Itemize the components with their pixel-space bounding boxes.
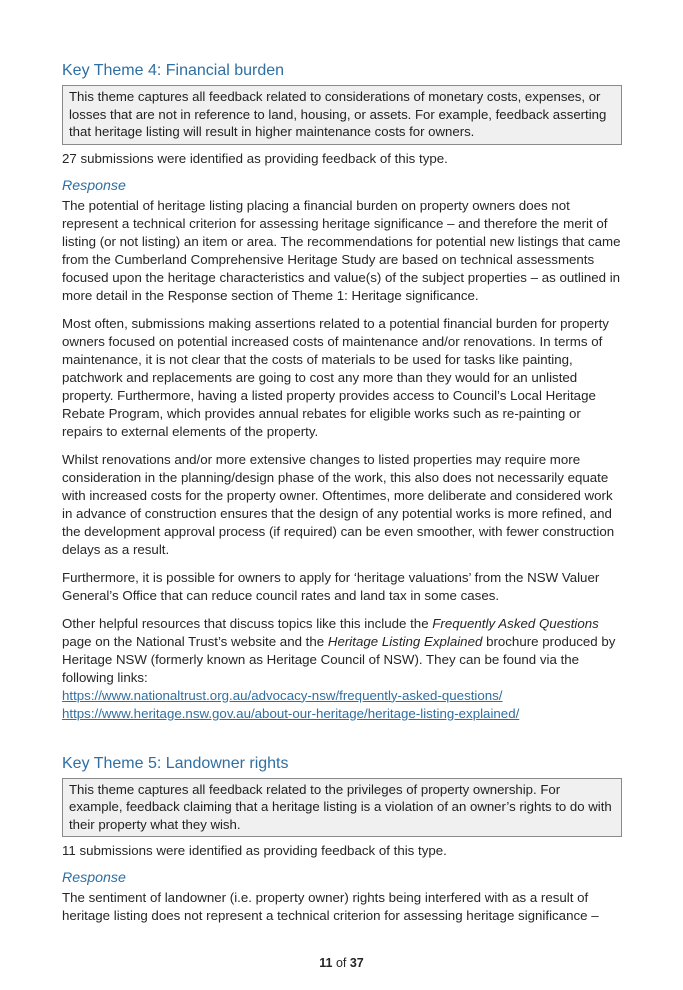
theme4-paragraph-2: Most often, submissions making assertions related to a potential financial burden for property owners focused on potential increased costs of maintenance and/or renovations. In terms of maintenance, it is not clear that the costs of materials to be used for tasks like painting, patchwork and replacements are going to cost any more than they would for an unlisted property. Furthermore, having a listed property provides access to Council’s Local Heritage Rebate Program, which provides annual rebates for eligible works such as re-painting or repairs to external elements of the property.: [62, 315, 609, 439]
theme4-definition-box: This theme captures all feedback related to considerations of monetary costs, expenses, or losses that are not in reference to land, housing, or assets. For example, feedback asserting that heritage listing will result in higher maintenance costs for owners.: [62, 85, 622, 145]
theme4-p5-text-a: Other helpful resources that discuss topics like this include the: [62, 615, 433, 631]
theme4-response-label: Response: [62, 177, 126, 194]
brochure-title: Heritage Listing Explained: [327, 633, 483, 649]
theme4-p5-text-c: brochure produced by Heritage NSW (formerly known as Heritage Council of NSW). They can be found via the following links:: [62, 633, 616, 685]
theme5-response-label: Response: [62, 870, 126, 886]
theme5-heading: Key Theme 5: Landowner rights: [62, 754, 289, 772]
theme4-paragraph-5: [62, 615, 622, 687]
theme4-paragraph-1: The potential of heritage listing placing a financial burden on property owners does not represent a technical criterion for assessing heritage significance – and therefore the merit of listing (or not listing) an item or area. The recommendations for potential new listings that came from the Cumberland Comprehensive Heritage Study are based on technical assessments focused upon the heritage characteristics and value(s) of the subject properties – as outlined in more detail in the Response section of Theme 1: Heritage significance.: [62, 197, 621, 303]
theme5-definition-box: This theme captures all feedback related to the privileges of property ownership. For example, feedback claiming that a heritage listing is a violation of an owner’s rights to do with their property what they wish.: [62, 778, 622, 838]
heritage-nsw-link[interactable]: https://www.heritage.nsw.gov.au/about-our-heritage/heritage-listing-explained/: [62, 705, 520, 721]
theme4-p5-text-b: page on the National Trust’s website and the: [62, 633, 328, 649]
total-page-count: 37: [349, 956, 364, 970]
theme4-paragraph-4: Furthermore, it is possible for owners to apply for ‘heritage valuations’ from the NSW Valuer General’s Office that can reduce council rates and land tax in some cases.: [62, 569, 600, 603]
theme5-paragraph-1: The sentiment of landowner (i.e. property owner) rights being interfered with as a result of heritage listing does not represent a technical criterion for assessing heritage significance –: [62, 890, 599, 923]
current-page-number: 11: [319, 956, 333, 970]
page-number-footer: [0, 956, 683, 970]
faq-title: Frequently Asked Questions: [432, 615, 599, 631]
page-content: [62, 60, 622, 925]
theme4-paragraph-3: Whilst renovations and/or more extensive changes to listed properties may require more consideration in the planning/design phase of the work, this also does not necessarily equate with increased costs for the property owner. Oftentimes, more deliberate and considered work in advance of construction ensures that the design of any potential works is more refined, and the development approval process (if required) can be even smoother, with fewer construction delays as a result.: [62, 451, 615, 557]
theme5-section: [62, 753, 622, 926]
theme4-heading: Key Theme 4: Financial burden: [62, 62, 285, 79]
national-trust-link[interactable]: https://www.nationaltrust.org.au/advocacy-nsw/frequently-asked-questions/: [62, 687, 503, 703]
page-of-label: of: [335, 956, 347, 970]
theme5-submission-count: 11 submissions were identified as providing feedback of this type.: [62, 843, 447, 858]
theme4-submission-count: 27 submissions were identified as providing feedback of this type.: [62, 150, 448, 166]
